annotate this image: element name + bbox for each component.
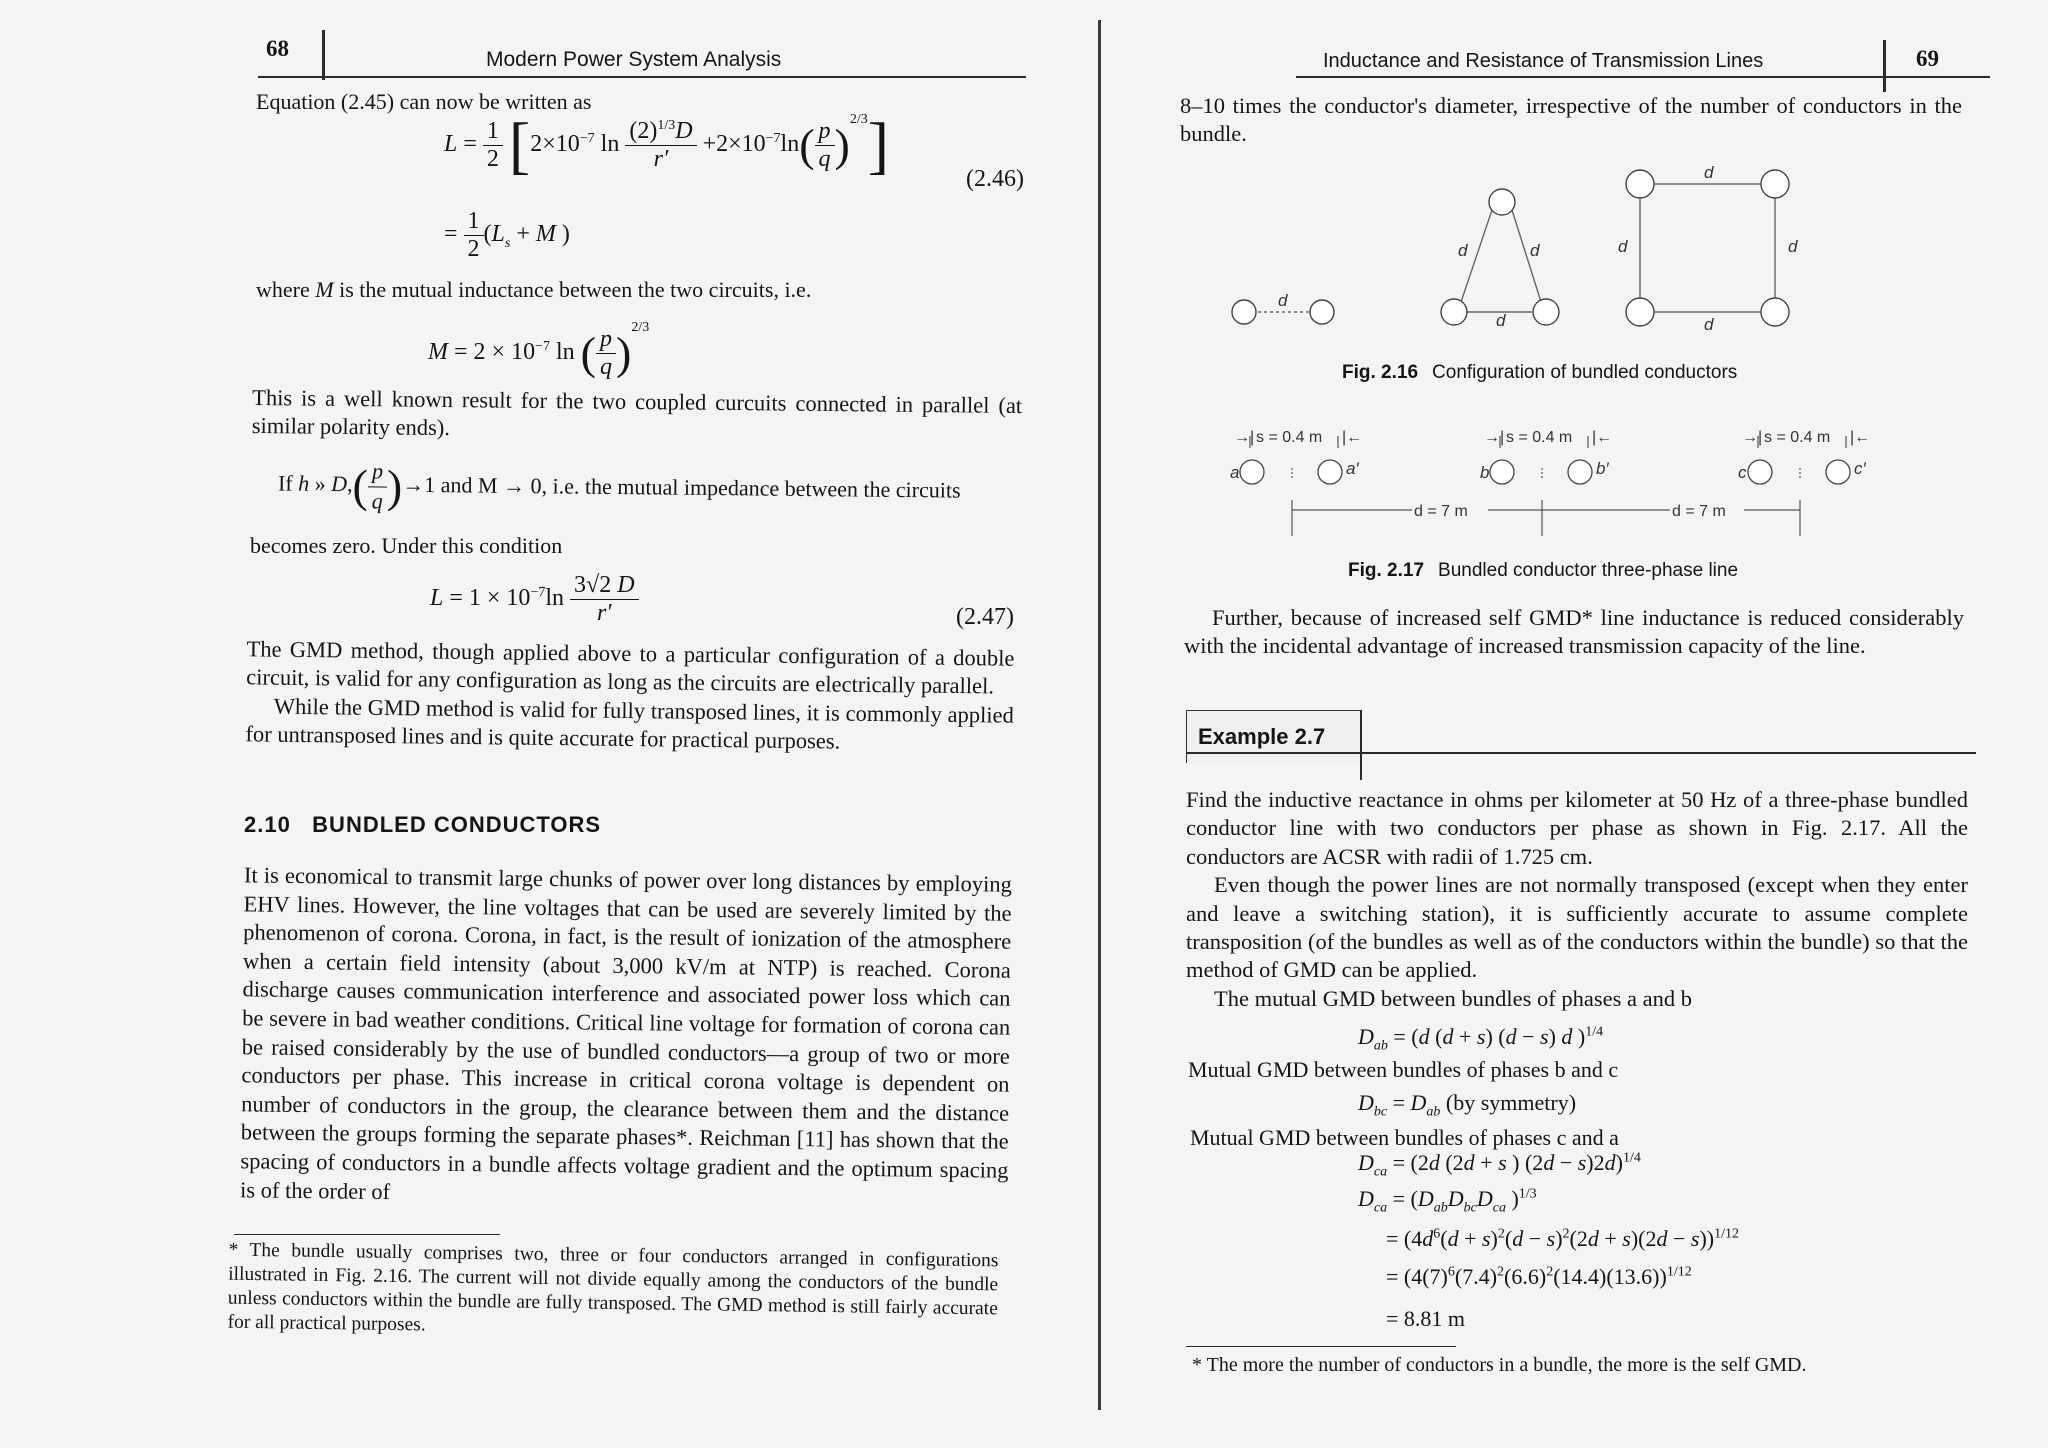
distance-label: d = 7 m <box>1672 503 1726 520</box>
book-spine <box>1098 20 1101 1410</box>
spacing-arrow: |← <box>1592 429 1613 446</box>
page-number: 68 <box>266 36 289 61</box>
by-symmetry: (by symmetry) <box>1445 1090 1577 1115</box>
header-tick <box>1883 40 1886 92</box>
d-label: d <box>1704 163 1714 182</box>
example-paragraph-2: Even though the power lines are not normally transposed (except when they enter and leave a switching station), it is sufficiently accurate to assume complete transposition (of the bundles as well as of the conductors within the bundle) so that the method of GMD can be applied. <box>1186 872 1968 983</box>
footnote: * The bundle usually comprises two, three or four conductors arranged in configurations illustrated in Fig. 2.16. The current will not divide equally among the conductors of the bundle unless conductors within the bundle are fully transposed. The GMD method is still fairly accurate for all practical purposes. <box>227 1239 999 1336</box>
conductor-circle <box>1533 299 1559 325</box>
conductor-label: a <box>1230 463 1240 482</box>
equation-2-47: $L = 1 \times 10^{-7}\ln$ $\frac{3√2 D}{r'}$ <box>430 572 639 627</box>
mutual-gmd-ab-label: The mutual GMD between bundles of phases a and b <box>1214 985 1693 1011</box>
figure-caption: Bundled conductor three-phase line <box>1438 560 1739 581</box>
figure-label: Fig. 2.16 <box>1342 362 1419 383</box>
conductor-circle <box>1568 460 1592 484</box>
example-label: Example 2.7 <box>1198 724 1326 749</box>
conductor-label: c <box>1738 463 1747 482</box>
conductor-label: b <box>1480 463 1490 482</box>
equation-dab: $D_{ab} = (d$ (d + s) (d − s) d )$^{1/4}$ <box>1358 1024 1604 1054</box>
d-label: d <box>1530 241 1540 260</box>
spacing-arrow: →| <box>1742 429 1763 446</box>
example-paragraph <box>1186 786 1968 1013</box>
right-page <box>1110 0 2048 1448</box>
mutual-gmd-ca-label: Mutual GMD between bundles of phases c and a <box>1190 1125 1619 1150</box>
if-h-line: If h » D,( $\frac{p}{q}$ )→1 and M → 0, i.e. the mutual impedance between the circuits <box>277 458 961 514</box>
where-m-text: is the mutual inductance between the two circuits, i.e. <box>339 277 812 302</box>
d-label: d <box>1788 237 1798 256</box>
equation-intro: Equation (2.45) can now be written as <box>256 89 592 114</box>
conductor-label: b′ <box>1596 459 1609 478</box>
spacing-arrow: |← <box>1342 429 1363 446</box>
further-paragraph: Further, because of increased self GMD* line inductance is reduced considerably with the incidental advantage of increased transmission capacity of the line. <box>1184 605 1964 659</box>
header-rule <box>1296 76 1990 78</box>
conductor-circle <box>1826 460 1850 484</box>
figure-2-16-caption <box>1342 362 1737 384</box>
d-label: d <box>1704 315 1714 334</box>
conductor-circle <box>1318 460 1342 484</box>
header-rule <box>258 76 1026 78</box>
equation-result: = 8.81 m <box>1386 1306 1466 1331</box>
conductor-circle <box>1441 299 1467 325</box>
gmd-paragraph <box>245 635 1014 758</box>
conductor-circle <box>1626 170 1654 198</box>
header-tick <box>322 30 325 80</box>
section-heading <box>244 812 601 838</box>
conductor-circle <box>1748 460 1772 484</box>
conductor-label: a′ <box>1346 459 1359 478</box>
bundled-paragraph: It is economical to transmit large chunks of power over long distances by employing EHV lines. However, the line voltages that can be used are severely limited by the phenomenon of corona. Corona, in fact, is the result of ionization of the atmosphere when a certain field intensity (about 3,000 kV/m at NTP) is reached. Corona discharge causes communication interference and associated power loss which can be severe in bad weather conditions. Critical line voltage for formation of corona can be raised considerably by the use of bundled conductors—a group of two or more conductors per phase. This increase in critical corona voltage is dependent on number of conductors in the group, the clearance between them and the distance between the groups forming the separate phases*. Reichman [11] has shown that the spacing of conductors in a bundle affects voltage gradient and the optimum spacing is of the order of <box>239 862 1013 1204</box>
conductor-circle <box>1626 298 1654 326</box>
distance-label: d = 7 m <box>1414 503 1468 520</box>
conductor-circle <box>1240 460 1264 484</box>
equation-expansion: = $(4d^6(d + s)^2(d - s)^2(2d + s)(2d - s))^{1/12}$ <box>1386 1226 1740 1251</box>
footnote-rule <box>234 1234 500 1235</box>
gmd-paragraph-1: The GMD method, though applied above to a particular configuration of a double circuit, is valid for any configuration as long as the circuits are electrically parallel. <box>246 636 1015 699</box>
gmd-paragraph-2: While the GMD method is valid for fully transposed lines, it is commonly applied for untransposed lines and is quite accurate for practical purposes. <box>245 693 1014 754</box>
equation-number: (2.47) <box>956 604 1014 630</box>
running-head: Modern Power System Analysis <box>486 48 782 71</box>
becomes-zero: becomes zero. Under this condition <box>250 533 563 558</box>
conductor-circle <box>1232 300 1256 324</box>
well-known-paragraph: This is a well known result for the two coupled curcuits connected in parallel (at similar polarity ends). <box>251 384 1023 441</box>
conductor-circle <box>1310 300 1334 324</box>
figure-label: Fig. 2.17 <box>1348 560 1425 581</box>
equation-dm: $D_{ca} = (D_{ab}D_{bc}D_{ca}$ )$^{1/3}$ <box>1358 1186 1537 1216</box>
d-label: d <box>1458 241 1468 260</box>
conductor-circle <box>1490 460 1514 484</box>
section-number: 2.10 <box>244 812 291 837</box>
example-rule <box>1186 752 1976 754</box>
figure-caption: Configuration of bundled conductors <box>1432 362 1738 383</box>
spacing-arrow: |← <box>1850 429 1871 446</box>
conductor-circle <box>1761 170 1789 198</box>
spacing-label: s = 0.4 m <box>1506 429 1573 446</box>
spacing-label: s = 0.4 m <box>1256 429 1323 446</box>
section-title: BUNDLED CONDUCTORS <box>312 812 602 837</box>
mutual-gmd-bc-label: Mutual GMD between bundles of phases b and c <box>1188 1057 1619 1082</box>
if-h-tail: →1 and M → 0, i.e. the mutual impedance between the circuits <box>402 471 961 503</box>
figure-2-17 <box>1230 412 2048 542</box>
footnote: * The more the number of conductors in a bundle, the more is the self GMD. <box>1192 1354 1807 1376</box>
equation-mutual-inductance: $M = 2 \times 10^{-7}$ ln ( $\frac{p}{q}$ )$^{2/3}$ <box>428 320 650 380</box>
spacing-arrow: →| <box>1234 429 1255 446</box>
conductor-label: c′ <box>1854 459 1866 478</box>
example-box-divider <box>1360 710 1362 780</box>
page-number: 69 <box>1916 46 1939 71</box>
d-label: d <box>1278 291 1288 310</box>
spacing-label: s = 0.4 m <box>1764 429 1831 446</box>
figure-2-16 <box>1230 160 2048 350</box>
continuation-paragraph: 8–10 times the conductor's diameter, irrespective of the number of conductors in the bundle. <box>1180 93 1962 147</box>
footnote-rule <box>1186 1346 1456 1347</box>
equation-2-46-second-line: = $\frac{1}{2}$ ($L_s + M$ ) <box>444 208 570 262</box>
example-paragraph-1: Find the inductive reactance in ohms per kilometer at 50 Hz of a three-phase bundled conductor line with two conductors per phase as shown in Fig. 2.17. All the conductors are ACSR with radii of 1.725 cm. <box>1186 787 1968 869</box>
equation-2-46: L = $\frac{1}{2}$ [$2\times 10^{-7}$ ln $\frac{(2)^{1/3}D}{r'}$ $+2\times 10^{-7}\ln$( $\frac{p}{q}$ )$^{2/3}$] <box>444 109 890 181</box>
figure-2-17-caption <box>1348 560 1738 582</box>
conductor-circle <box>1489 189 1515 215</box>
equation-numeric: = $(4(7)^6(7.4)^2(6.6)^2(14.4)(13.6))^{1/12}$ <box>1386 1264 1692 1289</box>
where-m-line: where M is the mutual inductance between the two circuits, i.e. <box>256 277 812 302</box>
running-head: Inductance and Resistance of Transmission Lines <box>1323 50 1764 72</box>
d-label: d <box>1496 311 1506 330</box>
conductor-circle <box>1761 298 1789 326</box>
equation-dca: $D_{ca} = (2d$ (2d + s ) (2d − s)2d)$^{1/4}$ <box>1358 1150 1641 1180</box>
spacing-arrow: →| <box>1484 429 1505 446</box>
equation-number: (2.46) <box>966 166 1024 192</box>
d-label: d <box>1618 237 1628 256</box>
equation-dbc: $D_{bc} = D_{ab}$ (by symmetry) <box>1358 1090 1577 1120</box>
